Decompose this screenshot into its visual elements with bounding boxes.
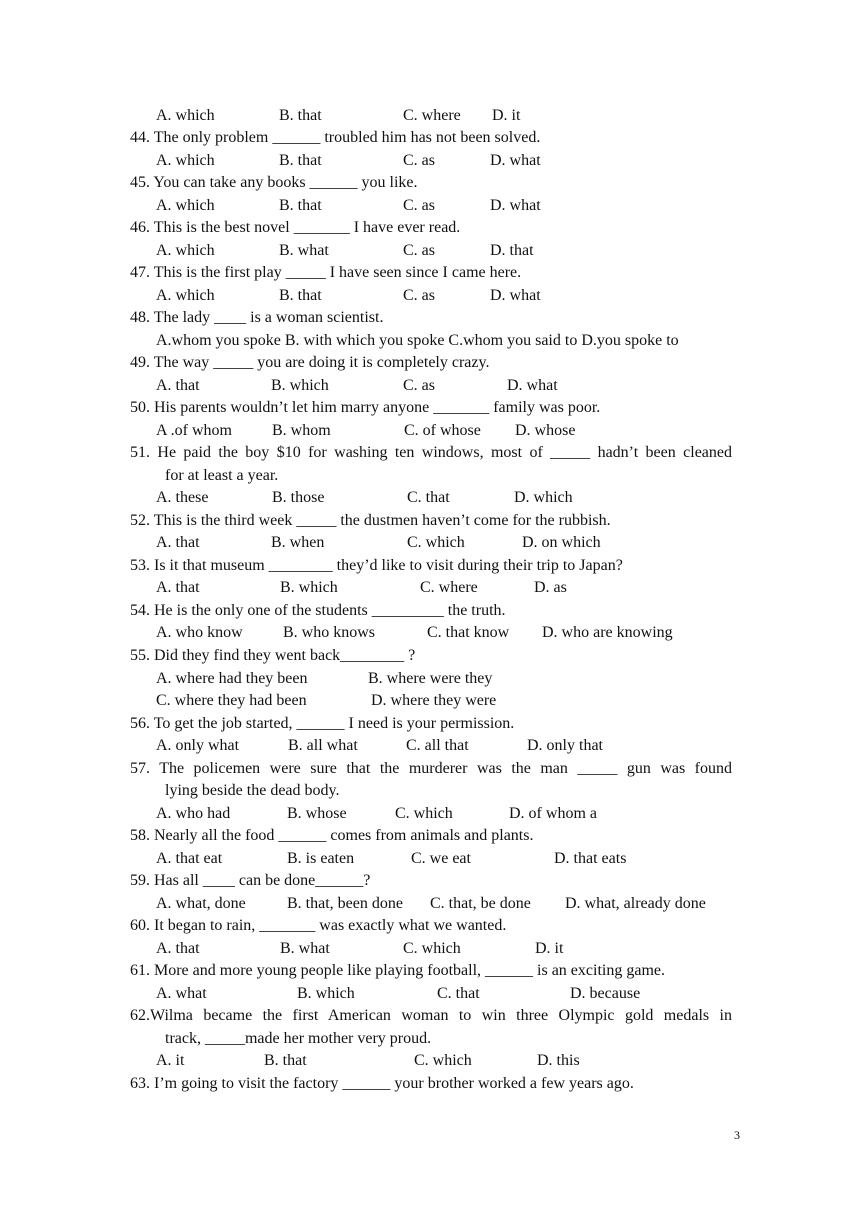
answer-option: A. that xyxy=(156,579,200,597)
answer-option: C. as xyxy=(403,196,435,214)
options-row xyxy=(0,893,860,916)
answer-option: D. which xyxy=(514,489,573,507)
options-row xyxy=(0,735,860,758)
answer-option: D. it xyxy=(492,106,521,124)
options-row xyxy=(0,622,860,645)
question-text: 51. He paid the boy $10 for washing ten windows, most of _____ hadn’t been cleaned xyxy=(130,444,732,462)
options-row xyxy=(0,1050,860,1073)
question-text: 52. This is the third week _____ the dustmen haven’t come for the rubbish. xyxy=(130,511,611,529)
answer-option: B. that, been done xyxy=(287,894,403,912)
answer-option: D. on which xyxy=(522,534,601,552)
question-text: 46. This is the best novel _______ I have ever read. xyxy=(130,219,461,237)
answer-option: B. whom xyxy=(272,421,331,439)
options-row xyxy=(0,487,860,510)
options-row xyxy=(0,668,860,691)
answer-option: A. what, done xyxy=(156,894,246,912)
options-row xyxy=(0,375,860,398)
question-text: 53. Is it that museum ________ they’d like to visit during their trip to Japan? xyxy=(130,556,623,574)
answer-option: A .of whom xyxy=(156,421,232,439)
question-text: 45. You can take any books ______ you like. xyxy=(130,174,418,192)
answer-option: D. what, already done xyxy=(565,894,706,912)
answer-option: D. who are knowing xyxy=(542,624,673,642)
answer-option: A. who know xyxy=(156,624,243,642)
answer-option: A. only what xyxy=(156,737,240,755)
answer-option: B. what xyxy=(279,241,329,259)
question-continuation: lying beside the dead body. xyxy=(165,782,340,800)
answer-option: D. this xyxy=(537,1052,580,1070)
question-text: 48. The lady ____ is a woman scientist. xyxy=(130,309,384,327)
answer-option: D. that xyxy=(490,241,534,259)
answer-option: C. where xyxy=(420,579,478,597)
answer-option: B. that xyxy=(279,286,322,304)
question-continuation: track, _____made her mother very proud. xyxy=(165,1029,432,1047)
answer-option: C. as xyxy=(403,286,435,304)
question-continuation: for at least a year. xyxy=(165,466,279,484)
options-row xyxy=(0,420,860,443)
question-text: 59. Has all ____ can be done______? xyxy=(130,872,371,890)
answer-option: D. what xyxy=(507,376,558,394)
options-row xyxy=(0,577,860,600)
answer-option: D. it xyxy=(535,939,564,957)
answer-option: A. that xyxy=(156,534,200,552)
question-text: 49. The way _____ you are doing it is completely crazy. xyxy=(130,354,490,372)
options-row xyxy=(0,938,860,961)
answer-option: A. that xyxy=(156,939,200,957)
question-text: 54. He is the only one of the students _________ the truth. xyxy=(130,601,506,619)
answer-option: B. that xyxy=(279,151,322,169)
answer-option: B. which xyxy=(280,579,338,597)
answer-option: C. all that xyxy=(406,737,469,755)
answer-option: B. where were they xyxy=(368,669,493,687)
answer-option: C. which xyxy=(403,939,461,957)
answer-option: A. that xyxy=(156,376,200,394)
answer-option: C. we eat xyxy=(411,849,471,867)
answer-option: D. what xyxy=(490,151,541,169)
answer-option: C. which xyxy=(414,1052,472,1070)
answer-option: D. only that xyxy=(527,737,603,755)
answer-option: C. that xyxy=(437,984,480,1002)
question-text: 50. His parents wouldn’t let him marry anyone _______ family was poor. xyxy=(130,399,601,417)
answer-option: A. these xyxy=(156,489,209,507)
answer-option: B. that xyxy=(264,1052,307,1070)
answer-option: B. all what xyxy=(288,737,358,755)
question-text: 47. This is the first play _____ I have seen since I came here. xyxy=(130,264,522,282)
options-row: A.whom you spoke B. with which you spoke C.whom you said to D.you spoke to xyxy=(156,331,679,349)
answer-option: C. that xyxy=(407,489,450,507)
answer-option: B. what xyxy=(280,939,330,957)
answer-option: A. which xyxy=(156,241,215,259)
answer-option: C. as xyxy=(403,376,435,394)
question-text: 63. I’m going to visit the factory ______ your brother worked a few years ago. xyxy=(130,1074,634,1092)
options-row xyxy=(0,848,860,871)
options-row xyxy=(0,803,860,826)
answer-option: C. which xyxy=(395,804,453,822)
options-row xyxy=(0,240,860,263)
answer-option: B. when xyxy=(271,534,325,552)
answer-option: B. that xyxy=(279,196,322,214)
answer-option: B. which xyxy=(297,984,355,1002)
question-text: 62.Wilma became the first American woman to win three Olympic gold medals in xyxy=(130,1007,732,1025)
answer-option: C. of whose xyxy=(404,421,481,439)
answer-option: B. whose xyxy=(287,804,347,822)
options-row xyxy=(0,983,860,1006)
question-text: 44. The only problem ______ troubled him has not been solved. xyxy=(130,129,541,147)
answer-option: D. because xyxy=(570,984,641,1002)
answer-option: C. where xyxy=(403,106,461,124)
answer-option: D. what xyxy=(490,196,541,214)
answer-option: A. what xyxy=(156,984,207,1002)
answer-option: A. which xyxy=(156,106,215,124)
answer-option: D. what xyxy=(490,286,541,304)
question-text: 58. Nearly all the food ______ comes from animals and plants. xyxy=(130,827,534,845)
answer-option: D. whose xyxy=(515,421,576,439)
question-text: 61. More and more young people like playing football, ______ is an exciting game. xyxy=(130,962,665,980)
answer-option: A. which xyxy=(156,151,215,169)
question-text: 56. To get the job started, ______ I need is your permission. xyxy=(130,714,515,732)
options-row xyxy=(0,105,860,128)
answer-option: C. which xyxy=(407,534,465,552)
answer-option: D. of whom a xyxy=(509,804,597,822)
options-row xyxy=(0,195,860,218)
answer-option: A. who had xyxy=(156,804,231,822)
question-text: 57. The policemen were sure that the murderer was the man _____ gun was found xyxy=(130,759,732,777)
answer-option: B. that xyxy=(279,106,322,124)
answer-option: A. it xyxy=(156,1052,185,1070)
answer-option: C. as xyxy=(403,241,435,259)
page-number: 3 xyxy=(734,1128,740,1142)
question-text: 55. Did they find they went back________ ? xyxy=(130,646,416,664)
answer-option: D. that eats xyxy=(554,849,627,867)
options-row xyxy=(0,690,860,713)
answer-option: C. where they had been xyxy=(156,692,307,710)
answer-option: B. those xyxy=(272,489,325,507)
options-row xyxy=(0,285,860,308)
answer-option: A. which xyxy=(156,286,215,304)
answer-option: C. that, be done xyxy=(430,894,531,912)
answer-option: D. as xyxy=(534,579,567,597)
options-row xyxy=(0,532,860,555)
question-text: 60. It began to rain, _______ was exactly what we wanted. xyxy=(130,917,507,935)
answer-option: C. as xyxy=(403,151,435,169)
answer-option: A. where had they been xyxy=(156,669,308,687)
answer-option: A. which xyxy=(156,196,215,214)
answer-option: C. that know xyxy=(427,624,510,642)
answer-option: B. is eaten xyxy=(287,849,355,867)
answer-option: A. that eat xyxy=(156,849,223,867)
answer-option: D. where they were xyxy=(371,692,497,710)
answer-option: B. which xyxy=(271,376,329,394)
answer-option: B. who knows xyxy=(283,624,376,642)
options-row xyxy=(0,150,860,173)
